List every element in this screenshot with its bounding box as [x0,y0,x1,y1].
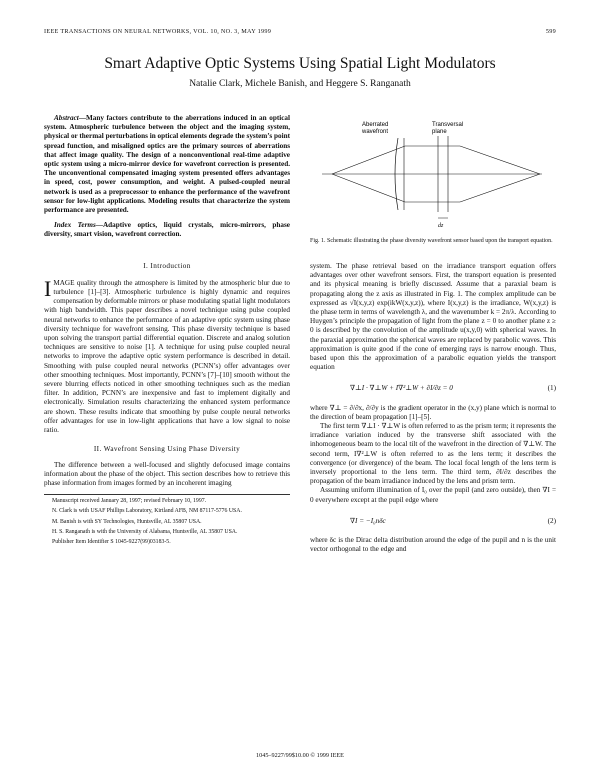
drop-cap: I [44,275,52,301]
ray-upper-left [332,146,405,174]
intro-text: MAGE quality through the atmosphere is limited by the atmospheric blur due to turbulence [1]–[3]. Atmospheric turbulence is highly dynamic and requires compensation by deformable mirrors or phase modulating spatial light modulators with high bandwidth. This paper describes a novel technique using pulse coupled neural networks to enhance the performance of an adaptive optic system using phase diversity technique for wavefront sensing. This phase diversity technique is based upon solving the transport partial differential equation. Discrete and analog solution techniques are sensitive to noise [1]. A technique for using pulse coupled neural networks to improve the adaptive optic system performance is described in detail. Smoothing with pulse coupled neural networks (PCNN’s) offer advantages over other smoothing techniques. Most importantly, PCNN’s [7]–[10] smooth without the severe blurring effects noticed in other smoothing techniques such as the median filter. In addition, PCNN’s are inexpensive and fast to implement digitally and electronically. Simulation results characterizing the enhanced system performance are shown. These results indicate that smoothing by pulse couple neural networks offer advantages for use in low-light applications that have a low signal to noise ratio. [44,278,290,435]
figure-label-transversal-2: plane [432,129,447,135]
figure-1-caption: Fig. 1. Schematic illustrating the phase diversity wavefront sensor based upon the transport equation. [310,238,553,244]
section-heading-wavefront: II. Wavefront Sensing Using Phase Diversity [93,445,241,454]
abstract-label: Abstract [54,114,79,122]
copyright-line: 1045–9227/99$10.00 © 1999 IEEE [256,752,344,759]
equation-2-body: ∇I = −I₀nδc [350,516,386,525]
index-terms-label: Index Terms [54,221,96,230]
page-number: 599 [545,28,556,35]
ray-upper-right [460,146,540,174]
journal-header: IEEE TRANSACTIONS ON NEURAL NETWORKS, VOL. 10, NO. 3, MAY 1999 [44,28,272,35]
intro-paragraph [44,275,290,435]
figure-label-aberrated-2: wavefront [362,129,389,135]
abstract-text: Many factors contribute to the aberrations induced in an optical system. Atmospheric turbulence between the object and the imaging system, physical or thermal perturbations in optical elements degrade the system’s point spread function, and misaligned optics are the primary sources of aberrations that affect image quality. The design of a nonconventional real-time adaptive optic system using a micro-mirror device for wavefront correction is presented. The unconventional compensated imaging system presented offers advantages in speed, cost, power consumption, and weight. A pulsed-coupled neural network is used as a preprocessor to enhance the performance of the wavefront sensor for low-light applications. Modeling results that characterize the system performance are presented. [44,114,290,215]
section-heading-introduction: I. Introduction [143,261,191,270]
figure-label-dz: dz [438,223,444,229]
figure-label-aberrated-1: Aberrated [362,122,389,128]
prism-term-paragraph: The first term ∇⊥I · ∇⊥W is often referred to as the prism term; it represents the irradiance variation induced by the transverse shift associated with the inhomogeneous beam to the local tilt of the wavefront in the direction of ∇⊥W. The second term, I∇²⊥W is often referred to as the lens term; it describes the convergence (or divergence) of the beam. The local focal length of the lens term is inversely proportional to the lens term. The third term, ∂I/∂z describes the propagation of the beam irradiance induced by the lens and prism term. [310,422,556,486]
running-header [44,28,556,35]
footnote-banish: M. Banish is with SY Technologies, Huntsville, AL 35807 USA. [52,518,202,525]
abstract: Abstract—Many factors contribute to the aberrations induced in an optical system. Atmospheric turbulence between the object and the imaging system, physical or thermal perturbations in optical elements degrade the system’s point spread function, and misaligned optics are the primary sources of aberrations that affect image quality. The design of a nonconventional real-time adaptive optic system using a micro-mirror device for wavefront correction is presented. The unconventional compensated imaging system presented offers advantages in speed, cost, power consumption, and weight. A pulsed-coupled neural network is used as a preprocessor to enhance the performance of the wavefront sensor for low-light applications. Modeling results that characterize the system performance are presented. [44,114,290,215]
footnote-manuscript: Manuscript received January 28, 1997; revised February 10, 1997. [52,498,207,505]
footnote-ranganath: H. S. Ranganath is with the University of Alabama, Huntsville, AL 35807 USA. [52,528,238,535]
footnote-clark: N. Clark is with USAF Phillips Laboratory, Kirtland AFB, NM 87117-5776 USA. [52,508,242,515]
right-column [310,262,556,554]
ray-lower-left [332,174,405,202]
figure-label-transversal [432,122,465,135]
transport-paragraph: system. The phase retrieval based on the irradiance transport equation offers advantages over other wavefront sensors. First, the transport equation is presented and its physical meaning is briefly discussed. Assume that a paraxial beam is propagating along the z axis as illustrated in Fig. 1. The complex amplitude can be expressed as √I(x,y,z) exp(ikW(x,y,z)), where I(x,y,z) is the irradiance, W(x,y,z) is the phase term in terms of wavelength λ, and the wavenumber k = 2π/λ. According to Huygen’s principle the propagation of light from the plane z = 0 to another plane z ≥ 0 is described by the convolution of the amplitude u(x,y,0) with spherical waves. In the paraxial approximation the spherical waves are replaced by parabolic waves. This approximation is quite good if the cone of emerging rays is narrow enough. Thus, based upon this the approximation of a parabolic equation yields the transport equation [310,262,556,372]
ray-lower-right [460,174,540,202]
equation-1-body: ∇⊥I · ∇⊥W + I∇²⊥W + ∂I/∂z = 0 [350,384,453,393]
figure-label-transversal-1: Transversal [432,122,464,128]
equation-2 [310,517,556,526]
equation-1-number: (1) [547,384,556,393]
equation-2-number: (2) [547,516,556,525]
figure-label-aberrated [361,122,390,135]
left-column [44,114,290,549]
author-list: Natalie Clark, Michele Banish, and Heggere S. Ranganath [189,79,411,89]
uniform-illumination-paragraph: Assuming uniform illumination of I₀ over the pupil (and zero outside), then ∇I = 0 everywhere except at the pupil edge where [310,486,556,504]
dirac-paragraph: where δc is the Dirac delta distribution around the edge of the pupil and n is the unit vector orthogonal to the edge and [310,536,556,554]
equation-1 [310,384,556,393]
gradient-paragraph: where ∇⊥ = ∂/∂x, ∂/∂y is the gradient operator in the (x,y) plane which is normal to the direction of beam propagation [1]–[5]. [310,403,556,421]
index-terms-text: Adaptive optics, liquid crystals, micro-mirrors, phase diversity, smart vision, wavefront correction. [44,221,290,239]
index-terms: Index Terms—Adaptive optics, liquid crystals, micro-mirrors, phase diversity, smart vision, wavefront correction. [44,221,290,239]
paper-title: Smart Adaptive Optic Systems Using Spatial Light Modulators [104,55,496,72]
section2-paragraph: The difference between a well-focused and slightly defocused image contains information about the phase of the object. This section describes how to retrieve this phase information from images formed by an incoherent imaging [44,460,290,487]
figure-1-diagram [310,114,556,238]
footnote-publisher-id: Publisher Item Identifier S 1045-9227(99)03183-5. [52,538,171,545]
footnotes [44,494,290,546]
